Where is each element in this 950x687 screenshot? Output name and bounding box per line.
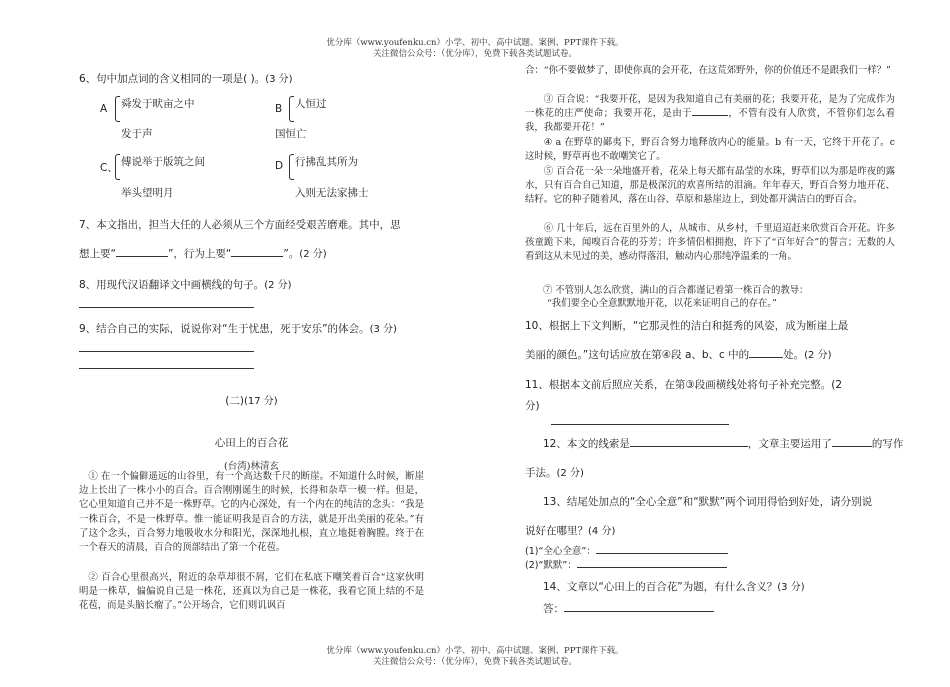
q7-text-c: ”。 (283, 248, 300, 260)
q10-line2 (525, 346, 832, 362)
article-paragraph-6: ⑥ 几十年后，远在百里外的人，从城市、从乡村，千里迢迢赶来欣赏百合开花。许多孩童跪下来，闻嗅百合花的芬芳；许多情侣相拥抱，许下了“百年好合”的誓言；无数的人看到这从未见过的美，感动得落泪，触动内心那纯净温柔的一角。 (525, 223, 895, 263)
q6-option-a-brace (115, 96, 120, 122)
article-paragraph-2-cont: 合：“你不要做梦了，即使你真的会开花，在这荒郊野外，你的价值还不是跟我们一样？” (525, 65, 891, 76)
p3-text-b: ，不管有没有人欣赏，不管你们怎么看我，我都要开花！” (525, 108, 895, 134)
q6-option-c-line1: 傅说举于版筑之间 (121, 156, 205, 168)
article-title: 心田上的百合花 (214, 437, 289, 449)
article-paragraph-3 (525, 93, 895, 136)
q13-sub-1 (525, 543, 728, 557)
q14-answer (543, 601, 714, 616)
q7-line1: 7、本文指出，担当大任的人必须从三个方面经受艰苦磨难。其中，思 (79, 219, 401, 231)
q7-score: (2 分) (299, 249, 327, 260)
q13-sub1-blank[interactable] (596, 553, 728, 554)
page-footer (0, 646, 950, 668)
article-paragraph-5: ⑤ 百合花一朵一朵地盛开着，花朵上每天都有晶莹的水珠，野草们以为那是昨夜的露水，只有百合自己知道，那是极深沉的欢喜所结的泪滴。年年春天，野百合努力地开花、结籽。它的种子随着风，落在山谷、草原和悬崖边上，到处都开满洁白的野百合。 (525, 166, 895, 206)
q6-option-d-line2: 入则无法家拂士 (295, 187, 369, 199)
question-6 (79, 70, 293, 86)
q13-sub-2 (525, 557, 727, 571)
q12-text-a: 12、本文的线索是 (543, 438, 630, 450)
q6-option-d-brace (289, 154, 294, 180)
q10-score: (2 分) (804, 350, 832, 361)
q14-score: (3 分) (777, 582, 805, 593)
q8-answer-line[interactable] (79, 307, 254, 308)
header-line-2: 关注微信公众号：（优分库），免费下载各类试题试卷。 (372, 49, 577, 59)
q6-option-b-line1: 人恒过 (295, 98, 327, 110)
section-2-score: (17 分) (243, 396, 278, 407)
q14-stem: 14、文章以“心田上的百合花”为题，有什么含义？ (543, 581, 778, 593)
q6-option-d-letter: D (275, 160, 284, 172)
q7-blank-thought[interactable] (116, 256, 168, 257)
q12-text-c: 的写作 (871, 438, 904, 450)
q10-text-b: 处。 (783, 349, 805, 361)
q6-option-b-brace (289, 96, 294, 122)
q11-line1: 11、根据本文前后照应关系，在第③段画横线处将句子补充完整。(2 (525, 379, 843, 391)
q7-line2 (79, 245, 327, 261)
q7-text-b: ”，行为上要“ (167, 248, 232, 260)
q8-score: (2 分) (264, 280, 292, 291)
question-9 (79, 320, 397, 336)
q13-text-line2: 说好在哪里？ (525, 525, 588, 537)
q10-text-a: 美丽的颜色。”这句话应放在第④段 a、b、c 中的 (525, 349, 750, 361)
article-paragraph-2: ② 百合心里很高兴，附近的杂草却很不屑，它们在私底下嘲笑着百合“这家伙明明是一株草，偏偏说自己是一株花，还真以为自己是一株花，我看它顶上结的不是花苞，而是头脑长瘤了。”公开场合，它们则讥讽百 (79, 572, 424, 612)
q7-blank-action[interactable] (231, 256, 283, 257)
q6-option-c-letter: C、 (100, 162, 118, 174)
section-2-heading (79, 392, 424, 408)
q6-option-c-brace (115, 154, 120, 180)
q11-line2: 分) (525, 400, 540, 412)
q12-line2 (525, 464, 584, 480)
q12-line1 (543, 436, 903, 451)
article-paragraph-7-line1: ⑦ 不管别人怎么欣赏，满山的百合都谨记着第一株百合的教导： (543, 285, 809, 296)
q8-stem: 8、用现代汉语翻译文中画横线的句子。 (79, 279, 265, 291)
q13-line1: 13、结尾处加点的“全心全意”和“默默”两个词用得恰到好处，请分别说 (543, 496, 873, 508)
q12-blank-clue[interactable] (630, 446, 748, 447)
q6-option-a-letter: A (100, 103, 108, 115)
q6-option-b-line2: 国恒亡 (275, 128, 307, 140)
q13-sub2-blank[interactable] (577, 567, 727, 568)
q10-blank[interactable] (749, 357, 783, 358)
header-line-1: 优分库（www.youfenku.cn）小学、初中、高中试题、案例、PPT课件下载。 (326, 38, 624, 48)
question-14 (543, 578, 805, 594)
q9-score: (3 分) (369, 324, 397, 335)
q13-score: (4 分) (588, 526, 616, 537)
q14-answer-label: 答： (543, 603, 564, 615)
q13-sub2-label: (2)“默默”： (525, 560, 577, 571)
q13-sub1-label: (1)“全心全意”： (525, 546, 596, 557)
q6-option-d-line1: 行拂乱其所为 (295, 156, 358, 168)
q9-answer-line-2[interactable] (79, 368, 254, 369)
q9-stem: 9、结合自己的实际，说说你对“生于忧患，死于安乐”的体会。 (79, 323, 370, 335)
article-paragraph-1: ① 在一个偏僻遥远的山谷里，有一个高达数千尺的断崖。不知道什么时候，断崖边上长出了一株小小的百合。百合刚刚诞生的时候，长得和杂草一模一样。但是，它心里知道自己并不是一株野草。它的内心深处，有一个内在的纯洁的念头：“我是一株百合，不是一株野草。惟一能证明我是百合的方法，就是开出美丽的花朵。”有了这个念头，百合努力地吸收水分和阳光，深深地扎根，直立地挺着胸膛。终于在一个春天的清晨，百合的顶部结出了第一个花苞。 (79, 471, 424, 554)
q6-option-a-line1: 舜发于畎亩之中 (121, 98, 195, 110)
footer-line-2: 关注微信公众号：（优分库），免费下载各类试题试卷。 (372, 657, 577, 667)
q12-text-line2: 手法。 (525, 467, 557, 479)
page-header (0, 38, 950, 60)
q9-answer-line-1[interactable] (79, 351, 254, 352)
q6-score: (3 分) (265, 74, 293, 85)
q12-blank-technique[interactable] (832, 446, 872, 447)
q12-score: (2 分) (556, 468, 584, 479)
q6-option-a-line2: 发于声 (121, 128, 153, 140)
q7-text-a: 想上要“ (79, 248, 116, 260)
p3-blank[interactable] (692, 115, 728, 116)
q6-option-b-letter: B (275, 103, 283, 115)
q6-option-c-line2: 举头望明月 (121, 187, 174, 199)
article-paragraph-7-line2: “我们要全心全意默默地开花，以花来证明自己的存在。” (547, 298, 777, 309)
q10-line1: 10、根据上下文判断，“它那灵性的洁白和挺秀的风姿，成为断崖上最 (525, 320, 849, 332)
q14-answer-blank[interactable] (564, 611, 714, 612)
question-8 (79, 276, 292, 292)
q11-answer-line[interactable] (551, 424, 729, 425)
p3-text-a: ③ 百合说：“我要开花，是因为我知道自己有美丽的花；我要开花，是为了完成作为一株花的庄严使命；我要开花，是由于 (525, 94, 895, 120)
section-2-title: (二) (225, 395, 244, 407)
article-paragraph-4: ④ a 在野草的鄙夷下，野百合努力地释放内心的能量。b 有一天，它终于开花了。c 这时候，野草再也不敢嘲笑它了。 (525, 137, 895, 163)
q6-stem: 6、句中加点词的含义相同的一项是( )。 (79, 73, 266, 85)
article-author: (台湾)林清玄 (224, 461, 279, 472)
footer-line-1: 优分库（www.youfenku.cn）小学、初中、高中试题、案例、PPT课件下载。 (326, 646, 624, 656)
q13-line2 (525, 522, 615, 538)
q12-text-b: ，文章主要运用了 (747, 438, 832, 450)
